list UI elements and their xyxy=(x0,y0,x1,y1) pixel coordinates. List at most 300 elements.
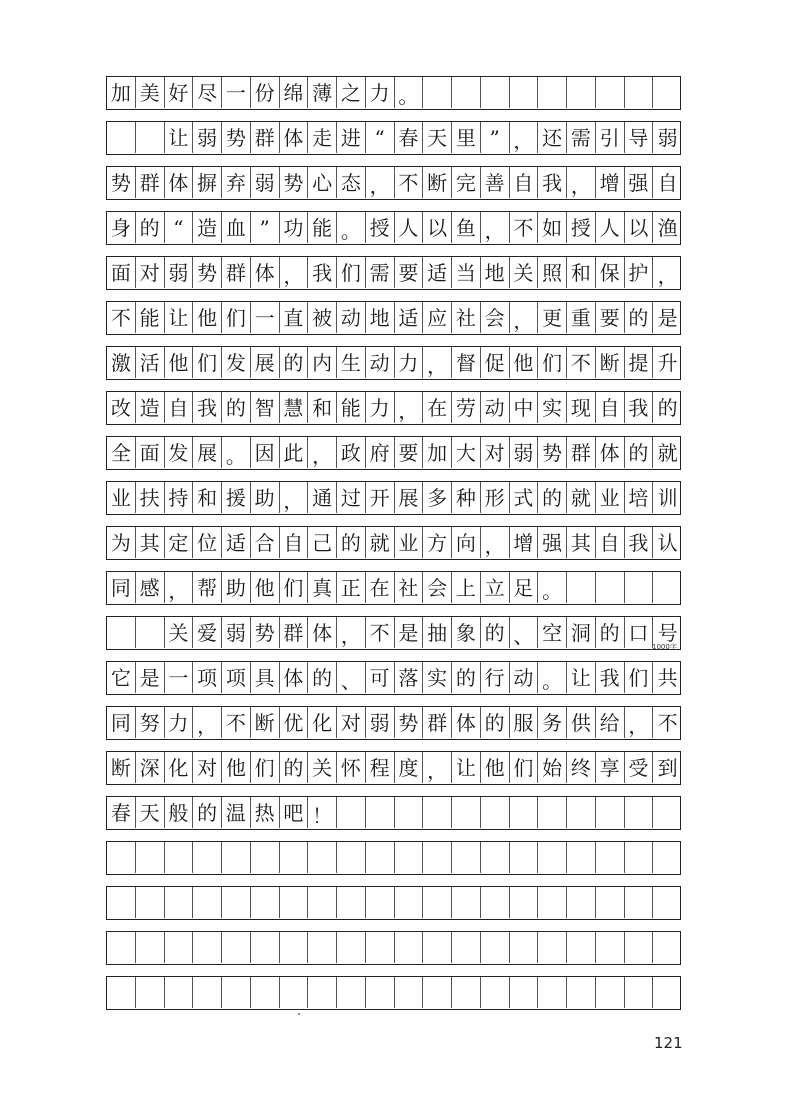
grid-cell xyxy=(366,662,395,693)
grid-cell xyxy=(222,707,251,738)
grid-char: 断 xyxy=(599,350,620,375)
grid-cell xyxy=(337,797,366,828)
grid-cell xyxy=(625,932,654,963)
grid-char: 重 xyxy=(570,305,591,330)
grid-char: 不 xyxy=(110,305,131,330)
grid-cell xyxy=(107,212,136,243)
grid-cell xyxy=(452,482,481,513)
grid-char: 的 xyxy=(139,215,160,240)
grid-cell xyxy=(193,707,222,738)
grid-char: 和 xyxy=(197,485,218,510)
grid-char: 活 xyxy=(139,350,160,375)
grid-cell xyxy=(193,932,222,963)
grid-cell xyxy=(481,392,510,423)
grid-cell xyxy=(538,482,567,513)
grid-char: 生 xyxy=(340,350,361,375)
grid-char: 要 xyxy=(398,440,419,465)
grid-cell xyxy=(280,707,309,738)
grid-char: 。 xyxy=(542,669,563,693)
grid-char: 力 xyxy=(369,80,390,105)
grid-cell xyxy=(395,662,424,693)
grid-char: 们 xyxy=(628,665,649,690)
grid-cell xyxy=(193,392,222,423)
grid-cell xyxy=(222,887,251,918)
grid-cell xyxy=(481,842,510,873)
grid-char: 方 xyxy=(427,530,448,555)
grid-char: 弃 xyxy=(225,170,246,195)
grid-cell xyxy=(251,77,280,108)
grid-char: 就 xyxy=(570,485,591,510)
grid-char: 不 xyxy=(657,710,678,735)
grid-cell xyxy=(596,752,625,783)
grid-char: 通 xyxy=(312,485,333,510)
grid-cell xyxy=(567,347,596,378)
grid-cell xyxy=(366,572,395,603)
grid-cell xyxy=(366,77,395,108)
grid-cell xyxy=(481,347,510,378)
grid-cell xyxy=(308,437,337,468)
grid-cell xyxy=(510,302,539,333)
grid-cell xyxy=(653,347,682,378)
grid-char: 能 xyxy=(312,215,333,240)
grid-cell xyxy=(366,842,395,873)
grid-cell xyxy=(653,122,682,153)
grid-cell xyxy=(337,617,366,648)
grid-cell xyxy=(136,887,165,918)
grid-cell xyxy=(423,347,452,378)
grid-cell xyxy=(366,527,395,558)
grid-cell xyxy=(193,167,222,198)
grid-cell xyxy=(452,167,481,198)
grid-cell xyxy=(251,887,280,918)
grid-cell xyxy=(136,707,165,738)
grid-char: 项 xyxy=(197,665,218,690)
grid-char: 激 xyxy=(110,350,131,375)
grid-char: 给 xyxy=(599,710,620,735)
grid-cell xyxy=(165,482,194,513)
grid-cell xyxy=(165,392,194,423)
grid-char: 需 xyxy=(570,125,591,150)
grid-cell xyxy=(165,572,194,603)
grid-char: 大 xyxy=(455,440,476,465)
grid-char: 、 xyxy=(340,669,361,693)
grid-cell xyxy=(193,482,222,513)
grid-char: 对 xyxy=(139,260,160,285)
grid-cell xyxy=(481,752,510,783)
grid-cell xyxy=(280,887,309,918)
grid-cell xyxy=(596,797,625,828)
grid-cell xyxy=(423,392,452,423)
grid-char: 深 xyxy=(139,755,160,780)
grid-cell xyxy=(481,482,510,513)
grid-cell xyxy=(308,797,337,828)
grid-cell xyxy=(510,437,539,468)
grid-cell xyxy=(165,77,194,108)
grid-cell xyxy=(136,842,165,873)
grid-char: 的 xyxy=(283,755,304,780)
grid-cell xyxy=(510,482,539,513)
grid-cell xyxy=(165,347,194,378)
grid-cell xyxy=(107,392,136,423)
grid-cell xyxy=(251,212,280,243)
grid-char: 政 xyxy=(340,440,361,465)
grid-cell xyxy=(366,347,395,378)
grid-cell xyxy=(222,167,251,198)
grid-char: 体 xyxy=(283,125,304,150)
grid-char: 慧 xyxy=(283,395,304,420)
grid-char: 要 xyxy=(599,305,620,330)
grid-char: 热 xyxy=(254,800,275,825)
grid-char: 力 xyxy=(398,350,419,375)
grid-char: 在 xyxy=(427,395,448,420)
grid-char: 的 xyxy=(484,620,505,645)
grid-cell xyxy=(136,77,165,108)
grid-cell xyxy=(653,707,682,738)
grid-cell xyxy=(308,122,337,153)
grid-cell xyxy=(280,437,309,468)
grid-cell xyxy=(193,977,222,1008)
grid-char: 弱 xyxy=(225,620,246,645)
grid-cell xyxy=(136,932,165,963)
grid-cell xyxy=(538,77,567,108)
grid-cell xyxy=(538,437,567,468)
grid-char: 其 xyxy=(139,530,160,555)
grid-cell xyxy=(107,527,136,558)
grid-cell xyxy=(596,437,625,468)
grid-cell xyxy=(280,482,309,513)
grid-char: 以 xyxy=(427,215,448,240)
grid-cell xyxy=(337,662,366,693)
grid-cell xyxy=(395,977,424,1008)
grid-cell xyxy=(251,752,280,783)
grid-char: 我 xyxy=(599,665,620,690)
grid-char: 行 xyxy=(484,665,505,690)
grid-char: 适 xyxy=(398,305,419,330)
grid-char: 的 xyxy=(225,395,246,420)
grid-cell xyxy=(280,122,309,153)
grid-cell xyxy=(308,752,337,783)
grid-cell xyxy=(251,302,280,333)
grid-cell xyxy=(423,122,452,153)
grid-cell xyxy=(308,392,337,423)
grid-cell xyxy=(567,392,596,423)
grid-char: 空 xyxy=(542,620,563,645)
grid-char: 它 xyxy=(110,665,131,690)
grid-cell xyxy=(337,482,366,513)
grid-char: ， xyxy=(340,624,361,648)
grid-cell xyxy=(567,77,596,108)
grid-cell xyxy=(625,122,654,153)
grid-row xyxy=(106,931,681,965)
grid-cell xyxy=(452,932,481,963)
grid-cell xyxy=(251,977,280,1008)
grid-char: 功 xyxy=(283,215,304,240)
grid-char: 好 xyxy=(168,80,189,105)
grid-cell xyxy=(423,977,452,1008)
grid-cell xyxy=(193,617,222,648)
grid-char: 优 xyxy=(283,710,304,735)
grid-cell xyxy=(280,77,309,108)
grid-cell xyxy=(222,482,251,513)
grid-char: 面 xyxy=(139,440,160,465)
grid-cell xyxy=(193,797,222,828)
grid-cell xyxy=(538,977,567,1008)
grid-cell xyxy=(596,167,625,198)
grid-cell xyxy=(653,77,682,108)
grid-cell xyxy=(366,617,395,648)
grid-char: 训 xyxy=(657,485,678,510)
grid-cell xyxy=(625,437,654,468)
grid-cell xyxy=(136,572,165,603)
grid-cell xyxy=(596,572,625,603)
grid-cell xyxy=(251,797,280,828)
grid-cell xyxy=(510,977,539,1008)
grid-char: 过 xyxy=(340,485,361,510)
grid-cell xyxy=(625,977,654,1008)
grid-cell xyxy=(165,302,194,333)
grid-char: 天 xyxy=(139,800,160,825)
grid-char: 府 xyxy=(369,440,390,465)
ink-dot xyxy=(298,1013,300,1015)
grid-char: 弱 xyxy=(168,260,189,285)
grid-cell xyxy=(165,707,194,738)
grid-cell xyxy=(193,887,222,918)
grid-char: 体 xyxy=(455,710,476,735)
grid-row xyxy=(106,301,681,335)
grid-char: 势 xyxy=(283,170,304,195)
grid-cell xyxy=(395,617,424,648)
grid-char: 群 xyxy=(225,260,246,285)
grid-char: 断 xyxy=(254,710,275,735)
grid-cell xyxy=(395,122,424,153)
grid-char: 洞 xyxy=(570,620,591,645)
grid-char: 是 xyxy=(657,305,678,330)
grid-cell xyxy=(538,167,567,198)
grid-cell xyxy=(567,572,596,603)
grid-cell xyxy=(107,437,136,468)
grid-char: 让 xyxy=(455,755,476,780)
grid-char: 一 xyxy=(225,80,246,105)
grid-char: 对 xyxy=(340,710,361,735)
grid-char: 们 xyxy=(225,305,246,330)
grid-char: 劳 xyxy=(455,395,476,420)
grid-char: 强 xyxy=(542,530,563,555)
grid-cell xyxy=(481,932,510,963)
grid-row xyxy=(106,346,681,380)
grid-cell xyxy=(251,707,280,738)
grid-row xyxy=(106,76,681,110)
grid-char: 项 xyxy=(225,665,246,690)
grid-cell xyxy=(423,932,452,963)
grid-char: 助 xyxy=(254,485,275,510)
grid-cell xyxy=(538,617,567,648)
grid-cell xyxy=(222,437,251,468)
grid-char: 力 xyxy=(369,395,390,420)
grid-cell xyxy=(308,482,337,513)
grid-char: 的 xyxy=(455,665,476,690)
grid-row xyxy=(106,166,681,200)
grid-cell xyxy=(510,572,539,603)
grid-cell xyxy=(337,257,366,288)
grid-char: ” xyxy=(489,125,500,150)
grid-cell xyxy=(567,707,596,738)
grid-char: 定 xyxy=(168,530,189,555)
grid-char: 关 xyxy=(312,755,333,780)
grid-char: 造 xyxy=(197,215,218,240)
grid-char: 们 xyxy=(197,350,218,375)
grid-char: 加 xyxy=(110,80,131,105)
grid-cell xyxy=(452,77,481,108)
grid-cell xyxy=(452,662,481,693)
grid-cell xyxy=(193,437,222,468)
grid-char: 。 xyxy=(398,84,419,108)
grid-cell xyxy=(653,662,682,693)
grid-cell xyxy=(107,482,136,513)
grid-char: 业 xyxy=(110,485,131,510)
grid-cell xyxy=(107,77,136,108)
grid-char: ， xyxy=(484,534,505,558)
grid-cell xyxy=(510,752,539,783)
grid-char: 他 xyxy=(225,755,246,780)
grid-char: 我 xyxy=(628,530,649,555)
grid-cell xyxy=(538,527,567,558)
grid-char: 动 xyxy=(340,305,361,330)
grid-cell xyxy=(452,977,481,1008)
grid-cell xyxy=(653,932,682,963)
grid-char: 动 xyxy=(369,350,390,375)
grid-char: 力 xyxy=(168,710,189,735)
grid-row xyxy=(106,706,681,740)
grid-cell xyxy=(596,212,625,243)
grid-cell xyxy=(251,572,280,603)
grid-cell xyxy=(510,392,539,423)
grid-char: 形 xyxy=(484,485,505,510)
grid-char: 号 xyxy=(657,620,678,645)
grid-cell xyxy=(337,122,366,153)
grid-cell xyxy=(625,617,654,648)
grid-char: 身 xyxy=(110,215,131,240)
grid-cell xyxy=(596,77,625,108)
grid-cell xyxy=(136,347,165,378)
grid-char: 落 xyxy=(398,665,419,690)
grid-cell xyxy=(538,842,567,873)
grid-cell xyxy=(222,212,251,243)
grid-cell xyxy=(222,257,251,288)
grid-cell xyxy=(653,392,682,423)
grid-cell xyxy=(136,797,165,828)
grid-cell xyxy=(481,797,510,828)
grid-cell xyxy=(510,257,539,288)
grid-cell xyxy=(251,167,280,198)
grid-cell xyxy=(653,167,682,198)
grid-char: 服 xyxy=(513,710,534,735)
grid-cell xyxy=(653,797,682,828)
grid-row xyxy=(106,571,681,605)
grid-char: 化 xyxy=(312,710,333,735)
grid-char: ！ xyxy=(312,804,333,828)
grid-cell xyxy=(337,977,366,1008)
grid-cell xyxy=(596,392,625,423)
grid-char: ， xyxy=(398,399,419,423)
grid-cell xyxy=(510,932,539,963)
grid-char: ， xyxy=(427,354,448,378)
grid-char: 进 xyxy=(340,125,361,150)
grid-cell xyxy=(337,77,366,108)
grid-cell xyxy=(538,212,567,243)
grid-cell xyxy=(222,302,251,333)
grid-char: 他 xyxy=(484,755,505,780)
grid-cell xyxy=(337,527,366,558)
grid-cell xyxy=(653,977,682,1008)
grid-char: 授 xyxy=(570,215,591,240)
grid-cell xyxy=(308,617,337,648)
grid-cell xyxy=(538,572,567,603)
grid-cell xyxy=(510,887,539,918)
grid-cell xyxy=(510,842,539,873)
grid-cell xyxy=(136,617,165,648)
grid-char: 绵 xyxy=(283,80,304,105)
grid-cell xyxy=(452,887,481,918)
grid-char: 怀 xyxy=(340,755,361,780)
grid-char: 造 xyxy=(139,395,160,420)
grid-cell xyxy=(423,257,452,288)
grid-char: 人 xyxy=(398,215,419,240)
grid-char: 。 xyxy=(340,219,361,243)
grid-cell xyxy=(222,122,251,153)
grid-cell xyxy=(165,842,194,873)
grid-char: 势 xyxy=(197,260,218,285)
grid-char: 增 xyxy=(599,170,620,195)
grid-char: 对 xyxy=(484,440,505,465)
grid-cell xyxy=(337,302,366,333)
grid-char: 其 xyxy=(570,530,591,555)
grid-char: 的 xyxy=(628,440,649,465)
grid-char: 全 xyxy=(110,440,131,465)
grid-cell xyxy=(280,662,309,693)
grid-cell xyxy=(193,842,222,873)
grid-cell xyxy=(423,617,452,648)
grid-cell xyxy=(251,527,280,558)
grid-cell xyxy=(452,122,481,153)
grid-cell xyxy=(653,842,682,873)
grid-cell xyxy=(510,122,539,153)
grid-cell xyxy=(625,167,654,198)
grid-cell xyxy=(165,797,194,828)
grid-char: 能 xyxy=(139,305,160,330)
grid-cell xyxy=(222,662,251,693)
grid-cell xyxy=(596,527,625,558)
grid-cell xyxy=(107,887,136,918)
grid-cell xyxy=(337,932,366,963)
grid-char: 自 xyxy=(168,395,189,420)
grid-char: 式 xyxy=(513,485,534,510)
grid-char: 社 xyxy=(398,575,419,600)
grid-char: ， xyxy=(513,129,534,153)
grid-cell xyxy=(596,347,625,378)
grid-char: 的 xyxy=(312,665,333,690)
grid-cell xyxy=(510,167,539,198)
grid-char: 鱼 xyxy=(455,215,476,240)
grid-char: 心 xyxy=(312,170,333,195)
grid-char: 尽 xyxy=(197,80,218,105)
grid-cell xyxy=(423,212,452,243)
grid-char: 享 xyxy=(599,755,620,780)
grid-char: ， xyxy=(312,444,333,468)
grid-cell xyxy=(567,527,596,558)
grid-cell xyxy=(280,347,309,378)
grid-char: 照 xyxy=(542,260,563,285)
grid-char: 自 xyxy=(283,530,304,555)
